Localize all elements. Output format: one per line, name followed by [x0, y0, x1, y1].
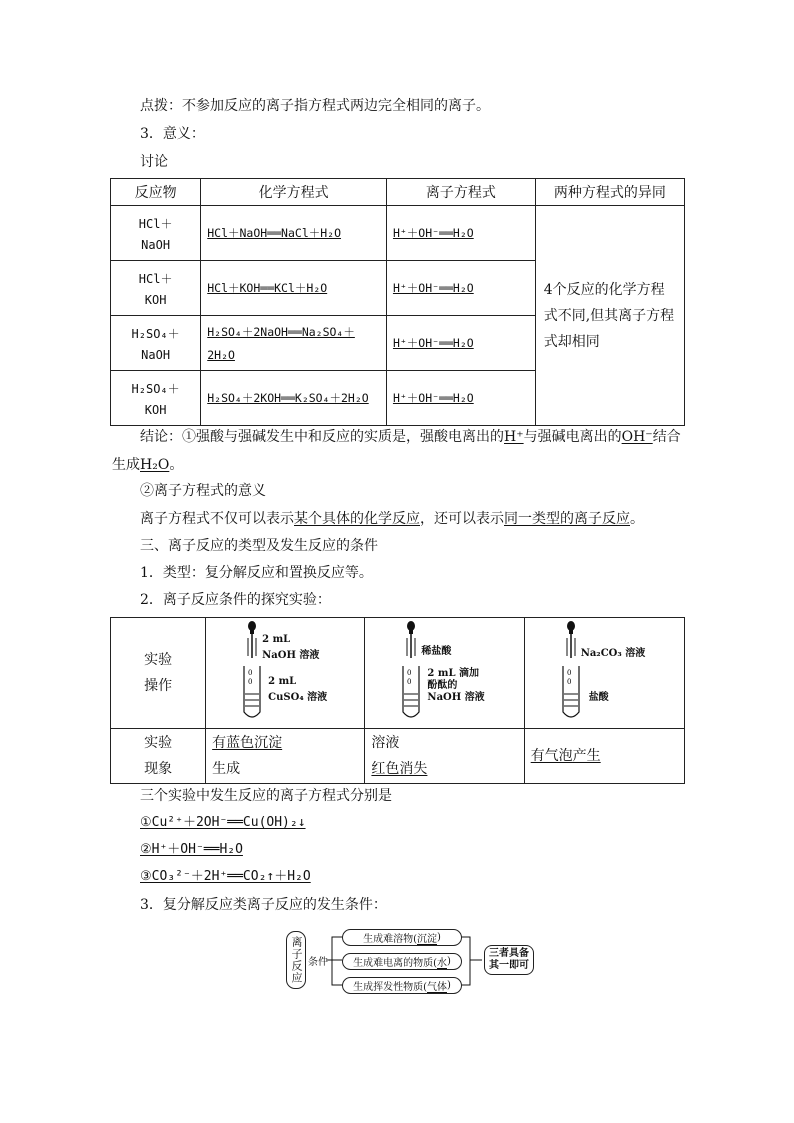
section-heading: 三、离子反应的类型及发生反应的条件: [140, 538, 378, 554]
conclusion-line-1: 结论：①强酸与强碱发生中和反应的实质是，强酸电离出的H⁺与强碱电离出的OH⁻结合: [140, 429, 681, 445]
header-difference: 两种方程式的异同: [535, 179, 684, 206]
chemical-equation-cell: H₂SO₄＋2NaOH══Na₂SO₄＋ 2H₂O: [201, 316, 387, 371]
condition-label: 条件: [308, 957, 328, 968]
tip-text: 点拨：不参加反应的离子指方程式两边完全相同的离子。: [140, 98, 490, 114]
chemical-equation-cell: HCl＋KOH══KCl＋H₂O: [201, 261, 387, 316]
reactant-cell: HCl＋ KOH: [111, 261, 201, 316]
header-chemical-equation: 化学方程式: [201, 179, 387, 206]
discussion-label: 讨论: [140, 154, 168, 170]
svg-text:0: 0: [248, 678, 253, 686]
condition-item-precipitate: 生成难溶物( 沉淀 ): [342, 929, 462, 946]
ion-reaction-box: 离子反应: [286, 931, 306, 989]
types-text: 1．类型：复分解反应和置换反应等。: [140, 565, 373, 581]
conditions-subheading: 3．复分解反应类离子反应的发生条件：: [140, 897, 387, 913]
reactant-cell: H₂SO₄＋ KOH: [111, 371, 201, 426]
header-ionic-equation: 离子方程式: [386, 179, 535, 206]
operation-label: 实验 操作: [111, 618, 206, 729]
observation-label: 实验 现象: [111, 729, 206, 784]
svg-text:0: 0: [566, 678, 572, 686]
svg-text:0: 0: [248, 669, 253, 677]
header-reactant: 反应物: [111, 179, 201, 206]
reactant-cell: HCl＋ NaOH: [111, 206, 201, 261]
experiment-table: [110, 617, 685, 784]
equation-1: ①Cu²⁺＋2OH⁻══Cu(OH)₂↓: [140, 815, 306, 830]
condition-item-water: 生成难电离的物质( 水 ): [342, 953, 462, 970]
chemical-equation-cell: HCl＋NaOH══NaCl＋H₂O: [201, 206, 387, 261]
experiment-1-cell: 0 0 2 mL NaOH 溶液 2 mL CuSO₄ 溶液: [206, 618, 365, 729]
meaning-heading: 3．意义：: [140, 126, 205, 142]
diagram-right-brace: [462, 925, 484, 997]
equations-intro: 三个实验中发生反应的离子方程式分别是: [140, 788, 392, 804]
ionic-equation-cell: H⁺＋OH⁻══H₂O: [386, 206, 535, 261]
meaning-text: 离子方程式不仅可以表示某个具体的化学反应，还可以表示同一类型的离子反应。: [140, 511, 644, 527]
conditions-diagram: [286, 925, 536, 997]
reactant-cell: H₂SO₄＋ NaOH: [111, 316, 201, 371]
meaning-subheading: ②离子方程式的意义: [140, 483, 266, 499]
svg-text:0: 0: [566, 669, 572, 677]
ionic-equation-cell: H⁺＋OH⁻══H₂O: [386, 371, 535, 426]
svg-text:0: 0: [407, 669, 412, 677]
any-one-suffices-box: 三者具备 其一即可: [484, 945, 534, 975]
conclusion-line-2: 生成H₂O。: [112, 457, 184, 473]
experiment-3-cell: 0 0 Na₂CO₃ 溶液 盐酸: [524, 618, 684, 729]
observation-3: 有气泡产生: [524, 729, 684, 784]
observation-2: 溶液 红色消失: [365, 729, 524, 784]
comparison-cell: 4个反应的化学方程 式不同,但其离子方程 式却相同: [535, 206, 684, 426]
experiment-2-cell: 0 0 稀盐酸 2 mL 滴加 酚酞的 NaOH 溶液: [365, 618, 524, 729]
comparison-table: [110, 178, 685, 426]
ionic-equation-cell: H⁺＋OH⁻══H₂O: [386, 261, 535, 316]
condition-item-gas: 生成挥发性物质( 气体 ): [342, 977, 462, 994]
svg-text:0: 0: [407, 678, 412, 686]
equation-2: ②H⁺＋OH⁻══H₂O: [140, 842, 243, 857]
ionic-equation-cell: H⁺＋OH⁻══H₂O: [386, 316, 535, 371]
experiment-3-illustration: [525, 618, 683, 728]
chemical-equation-cell: H₂SO₄＋2KOH══K₂SO₄＋2H₂O: [201, 371, 387, 426]
observation-1: 有蓝色沉淀 生成: [206, 729, 365, 784]
conditions-heading: 2．离子反应条件的探究实验：: [140, 592, 331, 608]
equation-3: ③CO₃²⁻＋2H⁺══CO₂↑＋H₂O: [140, 869, 311, 884]
